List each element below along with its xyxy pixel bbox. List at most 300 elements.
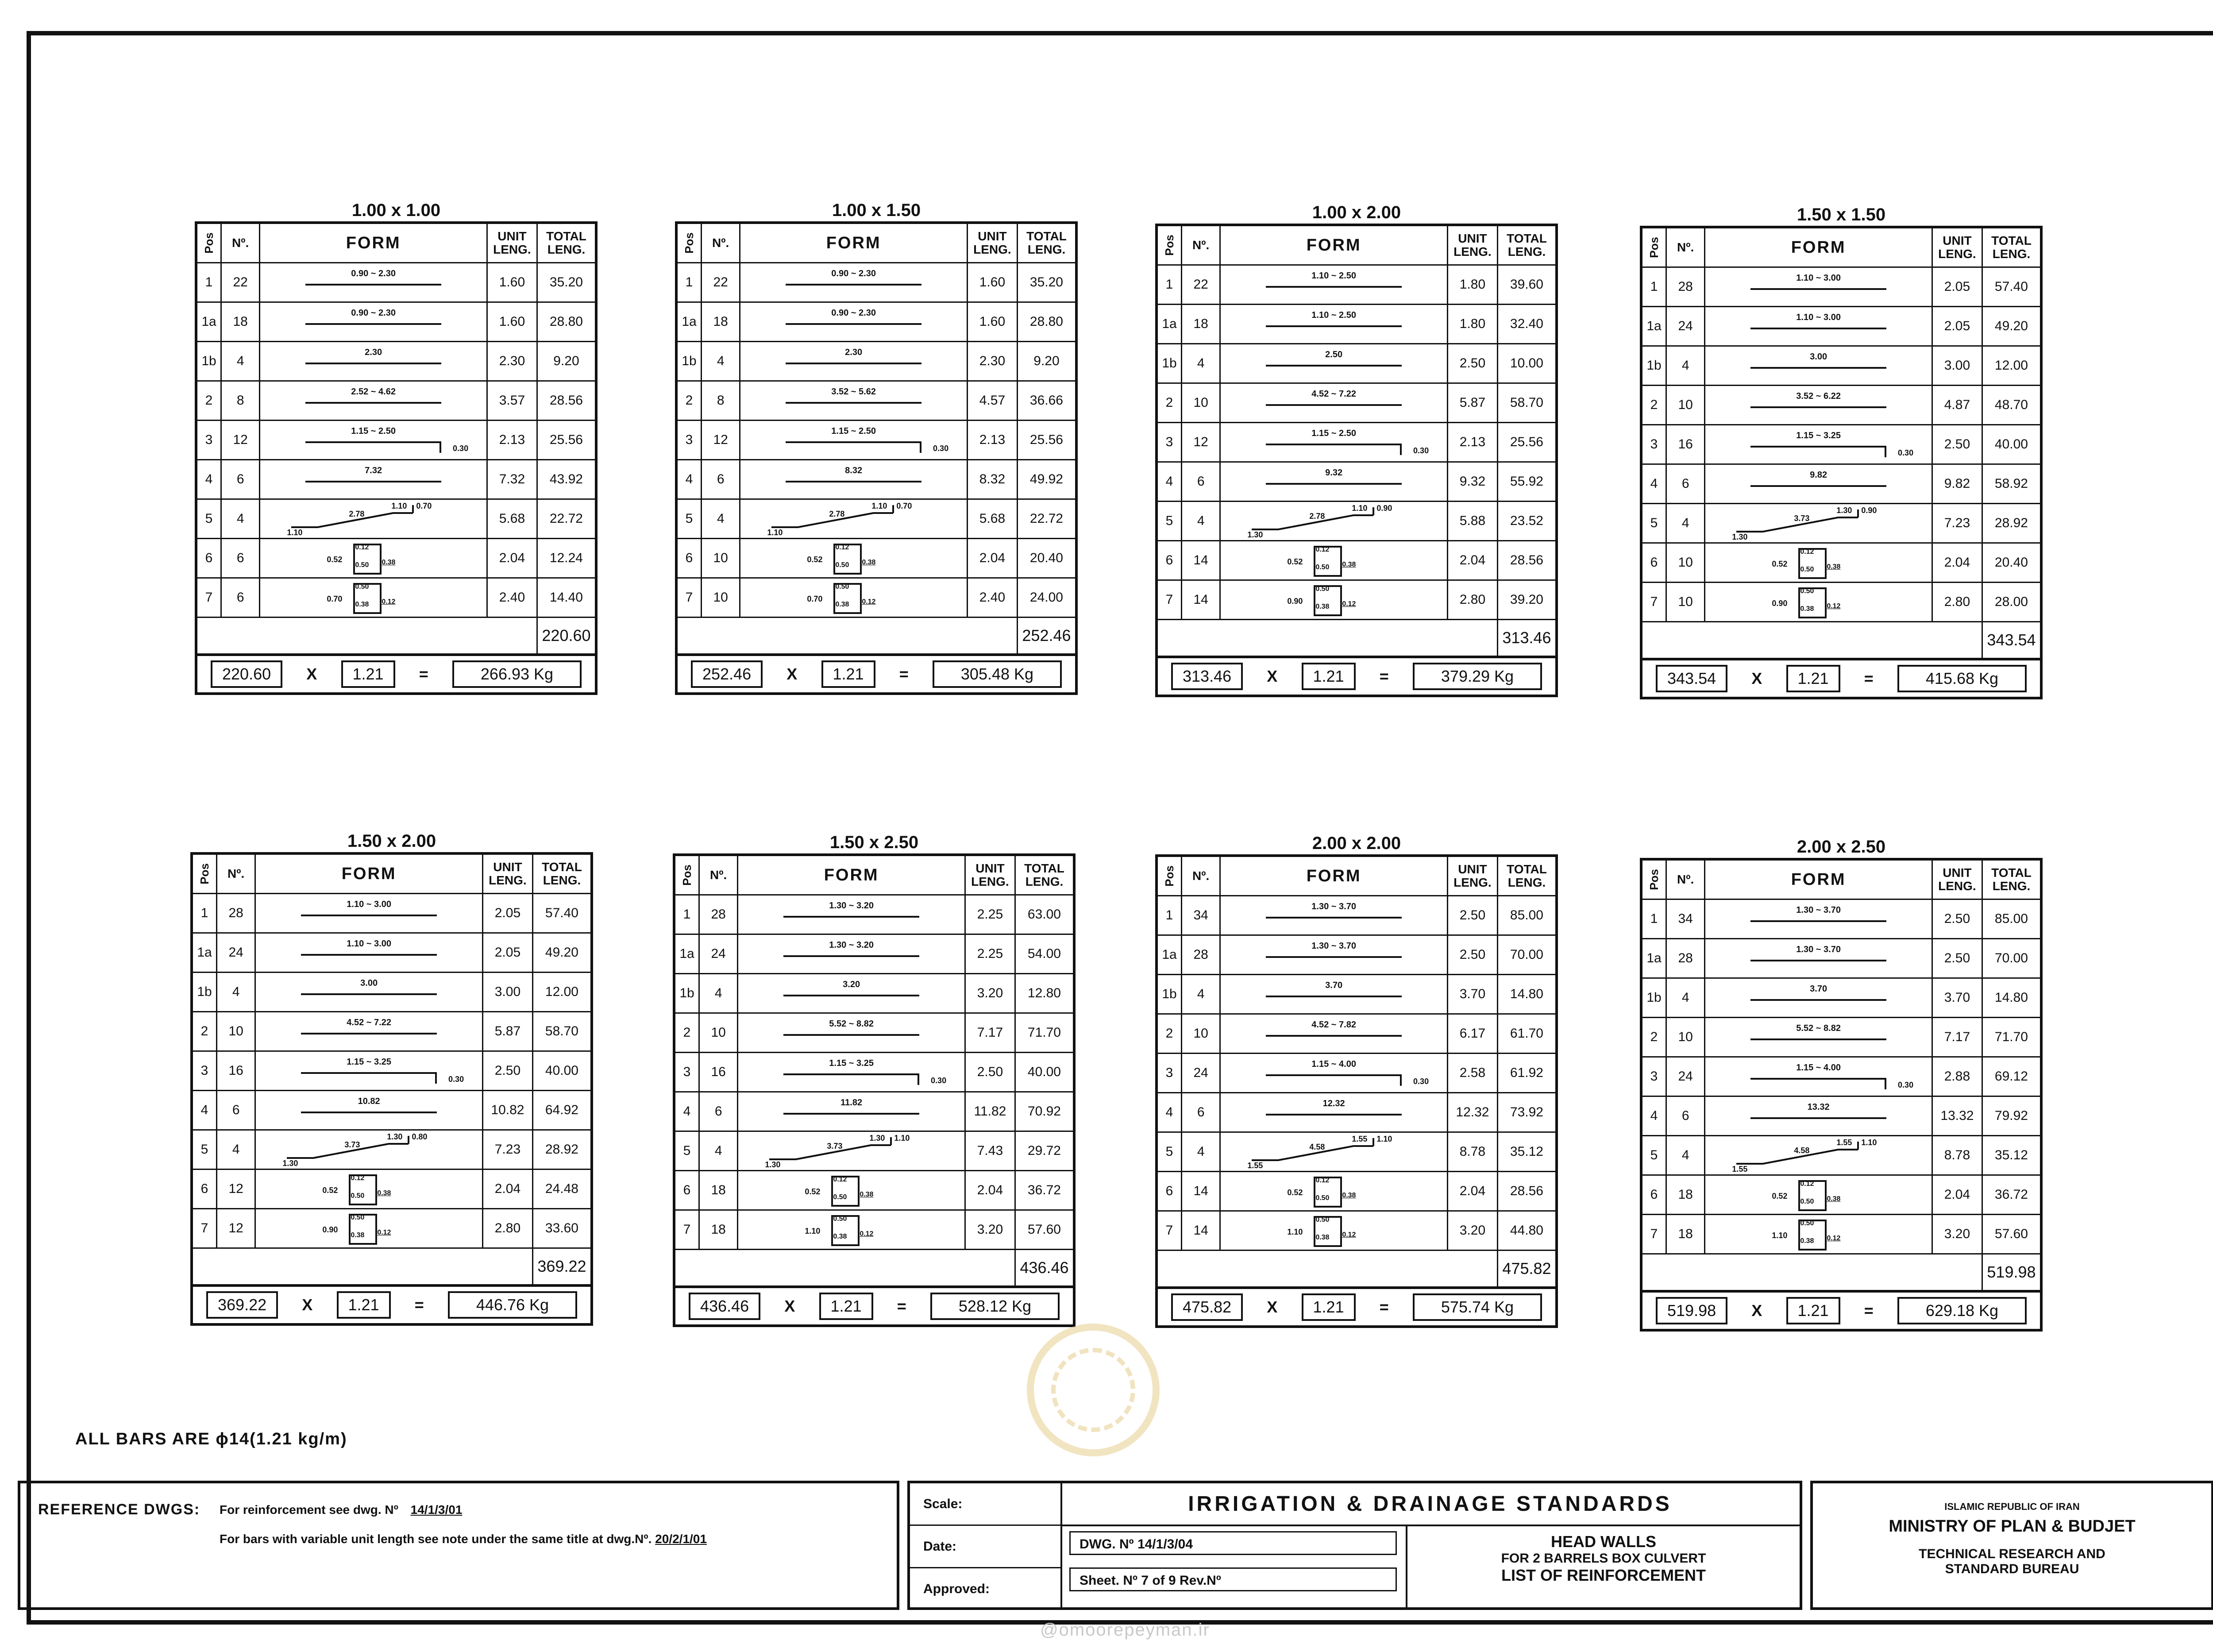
unit-length-cell: 2.04 (487, 539, 537, 578)
count-cell: 12 (1182, 423, 1220, 462)
bar-shape (1705, 425, 1932, 463)
calc-equals: = (1379, 1298, 1389, 1316)
form-cell (1220, 1014, 1448, 1054)
pos-cell: 3 (1157, 1054, 1182, 1093)
pos-cell: 2 (1641, 1018, 1666, 1057)
unit-length-cell: 7.43 (965, 1131, 1015, 1171)
form-cell (1220, 1172, 1448, 1211)
unit-length-cell: 2.05 (482, 894, 532, 933)
count-cell: 6 (702, 460, 740, 499)
total-length-cell: 61.70 (1497, 1014, 1557, 1054)
header-row (674, 855, 1074, 895)
unit-length-cell: 7.32 (487, 460, 537, 499)
total-length-cell: 14.40 (537, 578, 596, 618)
sum-row (192, 1248, 592, 1286)
form-header: FORM (1220, 856, 1448, 896)
stirrup-dim-b: 0.50 (355, 583, 369, 591)
table-row (1641, 1057, 2041, 1096)
total-length-cell: 71.70 (1982, 1018, 2041, 1057)
straight-bar (1266, 956, 1401, 958)
pos-cell: 1b (674, 974, 699, 1013)
form-cell (1220, 896, 1448, 935)
straight-bar (301, 915, 436, 916)
hook-dimension: 0.30 (448, 1075, 464, 1084)
count-cell: 18 (1666, 1175, 1705, 1215)
pos-cell: 4 (674, 1092, 699, 1131)
bent-end-dim: 0.70 (896, 502, 912, 510)
bar-hook (1400, 444, 1402, 455)
hooked-bar (786, 441, 921, 443)
unit-length-cell: 5.87 (1447, 383, 1497, 423)
sum-cell: 436.46 (1015, 1250, 1074, 1287)
pos-header (196, 223, 221, 263)
bar-shape (1221, 896, 1447, 934)
table-row (1641, 1175, 2041, 1215)
pos-cell: 1b (1641, 978, 1666, 1018)
bent-middle-dim: 4.58 (1794, 1146, 1810, 1155)
form-cell (740, 421, 968, 460)
bar-dimension: 1.15 ~ 3.25 (1796, 431, 1841, 440)
bar-shape (260, 460, 486, 498)
calc-equals: = (1864, 1301, 1874, 1320)
unit-length-cell: 13.32 (1932, 1096, 1982, 1136)
bar-shape (1221, 541, 1447, 579)
form-cell (740, 381, 968, 421)
total-length-header: TOTAL LENG. (1982, 859, 2041, 899)
bar-shape (1705, 268, 1932, 306)
pos-header-text: Pos (1647, 869, 1661, 890)
straight-bar (1266, 286, 1401, 288)
no-header: Nº. (1666, 859, 1705, 899)
count-cell: 4 (1182, 502, 1220, 541)
calc-factor: 1.21 (1302, 1293, 1356, 1321)
count-cell: 6 (699, 1092, 738, 1131)
straight-bar (783, 916, 919, 918)
total-length-cell: 28.92 (532, 1130, 592, 1170)
bent-middle-dim: 4.58 (1309, 1143, 1325, 1151)
unit-length-header: UNIT LENG. (1932, 227, 1982, 267)
total-length-cell: 35.12 (1497, 1132, 1557, 1172)
bar-shape (256, 1091, 482, 1129)
sum-row (674, 1250, 1074, 1287)
unit-length-cell: 2.05 (1932, 267, 1982, 307)
unit-length-cell: 2.25 (965, 895, 1015, 934)
bar-shape (260, 500, 486, 538)
pos-cell: 2 (196, 381, 221, 421)
straight-bar (305, 284, 441, 286)
reference-line-2 (220, 1532, 707, 1546)
stirrup-dim-a: 0.52 (327, 555, 343, 564)
table-row (676, 578, 1076, 618)
table-2 (675, 199, 1078, 695)
stirrup-dim-c: 0.38 (835, 601, 849, 608)
table-row (1157, 1093, 1557, 1132)
bar-shape (740, 382, 967, 420)
sum-cell: 369.22 (532, 1248, 592, 1286)
sum-row (196, 618, 596, 655)
pos-cell: 1 (192, 894, 217, 933)
table-7 (1155, 832, 1558, 1328)
header-row (676, 223, 1076, 263)
bent-end-dim: 1.10 (1861, 1138, 1877, 1147)
straight-bar (1266, 1114, 1401, 1115)
bar-shape (1221, 266, 1447, 304)
pos-cell: 7 (1157, 580, 1182, 620)
calc-factor: 1.21 (1786, 1297, 1840, 1324)
total-length-cell: 14.80 (1497, 975, 1557, 1014)
stirrup-dim-b: 0.50 (835, 583, 849, 591)
stirrup-dim-b: 0.50 (1800, 1220, 1814, 1227)
stirrup-dim-b: 0.50 (1800, 587, 1814, 595)
unit-length-cell: 3.70 (1447, 975, 1497, 1014)
unit-length-cell: 2.80 (482, 1209, 532, 1248)
rebar-table (1155, 224, 1558, 658)
form-cell (1705, 1057, 1932, 1096)
table-row (1641, 583, 2041, 622)
count-cell: 18 (699, 1171, 738, 1210)
form-cell (255, 1209, 483, 1248)
table-row (676, 342, 1076, 381)
table-row (1157, 580, 1557, 620)
bar-shape (1705, 900, 1932, 938)
unit-length-cell: 2.40 (487, 578, 537, 618)
unit-length-cell: 2.30 (967, 342, 1017, 381)
weight-calculation (673, 1288, 1076, 1327)
total-length-cell: 10.00 (1497, 344, 1557, 383)
pos-cell: 1a (196, 302, 221, 342)
watermark-seal (1027, 1324, 1160, 1456)
pos-cell: 6 (676, 539, 702, 578)
weight-calculation (1155, 1289, 1558, 1328)
unit-length-cell: 3.20 (965, 1210, 1015, 1250)
bent-end-dim: 1.10 (1376, 1135, 1392, 1143)
total-length-header: TOTAL LENG. (1982, 227, 2041, 267)
unit-length-cell: 1.60 (967, 302, 1017, 342)
count-cell: 6 (1182, 462, 1220, 502)
table-row (1157, 344, 1557, 383)
no-header: Nº. (1666, 227, 1705, 267)
unit-length-cell: 5.88 (1447, 502, 1497, 541)
bar-shape (738, 1053, 964, 1091)
total-length-cell: 23.52 (1497, 502, 1557, 541)
total-length-cell: 58.92 (1982, 464, 2041, 504)
unit-length-cell: 7.23 (482, 1130, 532, 1170)
bent-end-dim: 0.90 (1861, 506, 1877, 515)
table-row (1157, 502, 1557, 541)
count-cell: 18 (699, 1210, 738, 1250)
table-row (1157, 541, 1557, 580)
count-cell: 4 (1666, 1136, 1705, 1175)
description-title: HEAD WALLS (1551, 1532, 1656, 1551)
form-cell (255, 894, 483, 933)
rebar-table (190, 852, 593, 1287)
table-row (1641, 504, 2041, 543)
calc-factor: 1.21 (819, 1293, 873, 1320)
form-cell (1220, 344, 1448, 383)
weight-calculation (1155, 658, 1558, 697)
unit-length-cell: 2.50 (1932, 899, 1982, 939)
form-cell (260, 539, 487, 578)
count-cell: 18 (702, 302, 740, 342)
bent-left-dim: 1.55 (1247, 1161, 1263, 1170)
pos-cell: 1b (1641, 346, 1666, 386)
total-length-cell: 29.72 (1015, 1131, 1074, 1171)
bent-end-dim: 0.80 (412, 1132, 428, 1141)
calc-length: 519.98 (1656, 1297, 1727, 1324)
rebar-table (1155, 854, 1558, 1289)
count-cell: 24 (1666, 307, 1705, 346)
unit-length-cell: 7.23 (1932, 504, 1982, 543)
total-length-cell: 57.40 (1982, 267, 2041, 307)
unit-length-cell: 2.04 (1447, 541, 1497, 580)
count-cell: 10 (1182, 1014, 1220, 1054)
form-cell (1220, 541, 1448, 580)
stirrup-dim-d: 0.38 (860, 1191, 874, 1198)
bar-shape (1705, 1097, 1932, 1135)
stirrup-dim-d: 0.12 (1342, 1231, 1356, 1239)
pos-header-text: Pos (1647, 237, 1661, 258)
bar-shape (260, 421, 486, 459)
form-cell (1705, 1175, 1932, 1215)
unit-length-cell: 3.00 (482, 973, 532, 1012)
bar-shape (740, 579, 967, 617)
count-cell: 16 (699, 1053, 738, 1092)
stirrup-dim-a: 1.10 (805, 1227, 821, 1235)
form-cell (1220, 462, 1448, 502)
form-cell (1705, 1096, 1932, 1136)
calc-factor: 1.21 (821, 660, 875, 688)
unit-length-cell: 2.80 (1447, 580, 1497, 620)
count-cell: 6 (221, 578, 260, 618)
hook-dimension: 0.30 (1898, 448, 1914, 457)
unit-length-cell: 2.04 (967, 539, 1017, 578)
pos-cell: 1 (676, 263, 702, 302)
bureau-line-1: TECHNICAL RESEARCH AND (1919, 1547, 2105, 1561)
table-5 (190, 830, 593, 1326)
header-row (1157, 856, 1557, 896)
sum-row (676, 618, 1076, 655)
total-length-cell: 28.56 (537, 381, 596, 421)
stirrup-dim-b: 0.50 (1315, 1216, 1330, 1224)
form-cell (1705, 1136, 1932, 1175)
total-length-cell: 14.80 (1982, 978, 2041, 1018)
unit-length-cell: 3.70 (1932, 978, 1982, 1018)
sum-row (1157, 620, 1557, 657)
total-length-cell: 49.20 (532, 933, 592, 973)
stirrup-dim-d: 0.12 (1342, 600, 1356, 608)
bar-dimension: 12.32 (1322, 1099, 1345, 1108)
total-length-cell: 40.00 (532, 1051, 592, 1091)
total-length-cell: 36.66 (1017, 381, 1076, 421)
pos-cell: 6 (674, 1171, 699, 1210)
unit-length-header: UNIT LENG. (1447, 856, 1497, 896)
unit-length-cell: 1.60 (967, 263, 1017, 302)
count-cell: 18 (221, 302, 260, 342)
bar-shape (260, 303, 486, 341)
standards-box (907, 1481, 1802, 1610)
form-cell (1705, 425, 1932, 464)
total-length-cell: 48.70 (1982, 386, 2041, 425)
bar-shape (1705, 307, 1932, 345)
bar-dimension: 3.52 ~ 5.62 (831, 387, 876, 397)
total-length-cell: 12.80 (1015, 974, 1074, 1013)
pos-cell: 1 (1157, 896, 1182, 935)
count-cell: 24 (217, 933, 255, 973)
bar-shape (1221, 463, 1447, 501)
count-cell: 24 (699, 934, 738, 974)
bar-shape (1705, 1136, 1932, 1174)
sum-row (1157, 1251, 1557, 1288)
hook-dimension: 0.30 (933, 444, 949, 453)
form-cell (255, 1130, 483, 1170)
count-cell: 4 (702, 499, 740, 539)
form-cell (1220, 305, 1448, 344)
stirrup-dim-d: 0.12 (1827, 1235, 1841, 1242)
pos-cell: 5 (196, 499, 221, 539)
form-cell (1220, 580, 1448, 620)
pos-cell: 1a (1157, 935, 1182, 975)
bar-shape (1221, 936, 1447, 974)
stirrup-dim-d: 0.12 (1827, 602, 1841, 610)
pos-cell: 7 (196, 578, 221, 618)
unit-length-cell: 2.04 (1447, 1172, 1497, 1211)
table-row (1641, 543, 2041, 583)
bar-shape (256, 894, 482, 932)
weight-calculation (190, 1287, 593, 1326)
table-row (1157, 1211, 1557, 1251)
form-cell (1705, 899, 1932, 939)
stirrup-dim-b: 0.12 (351, 1174, 365, 1182)
stirrup-dim-b: 0.50 (351, 1214, 365, 1221)
pos-cell: 1a (674, 934, 699, 974)
bar-shape (740, 263, 967, 301)
stirrup-dim-a: 0.52 (1772, 560, 1788, 568)
count-cell: 4 (1666, 978, 1705, 1018)
table-row (192, 1051, 592, 1091)
form-cell (260, 421, 487, 460)
sum-cell: 343.54 (1982, 622, 2041, 660)
form-cell (738, 934, 965, 974)
stirrup-dim-c: 0.50 (1800, 566, 1814, 573)
form-cell (1705, 939, 1932, 978)
bar-shape (738, 1211, 964, 1249)
stirrup-dim-c: 0.38 (1315, 603, 1330, 610)
approval-column (910, 1483, 1062, 1607)
bar-shape (1221, 1133, 1447, 1171)
straight-bar (1750, 367, 1886, 369)
total-length-cell: 58.70 (1497, 383, 1557, 423)
calc-times: X (784, 1297, 795, 1315)
bar-dimension: 3.00 (360, 978, 378, 988)
hook-dimension: 0.30 (1413, 1077, 1429, 1086)
unit-length-cell: 2.04 (1932, 1175, 1982, 1215)
bar-dimension: 1.30 ~ 3.70 (1796, 945, 1841, 954)
pos-cell: 1b (1157, 975, 1182, 1014)
header-row (1157, 225, 1557, 265)
count-cell: 10 (1666, 583, 1705, 622)
pos-cell: 1b (192, 973, 217, 1012)
total-length-cell: 36.72 (1015, 1171, 1074, 1210)
bar-shape (260, 342, 486, 380)
bent-right-dim: 1.30 (387, 1132, 403, 1141)
unit-length-cell: 3.20 (1447, 1211, 1497, 1251)
table-row (192, 1170, 592, 1209)
form-cell (1705, 1018, 1932, 1057)
total-length-cell: 35.12 (1982, 1136, 2041, 1175)
stirrup-dim-b: 0.12 (833, 1176, 847, 1183)
form-cell (1220, 383, 1448, 423)
pos-cell: 1b (1157, 344, 1182, 383)
unit-length-cell: 3.20 (965, 974, 1015, 1013)
table-row (674, 1131, 1074, 1171)
sum-blank-cell (1641, 622, 1982, 660)
straight-bar (1750, 999, 1886, 1001)
unit-length-cell: 2.40 (967, 578, 1017, 618)
total-length-cell: 12.00 (1982, 346, 2041, 386)
stirrup-dim-a: 0.52 (1287, 1188, 1303, 1197)
bar-shape (738, 895, 964, 934)
count-cell: 6 (217, 1091, 255, 1130)
count-cell: 24 (1666, 1057, 1705, 1096)
count-cell: 8 (221, 381, 260, 421)
unit-length-cell: 10.82 (482, 1091, 532, 1130)
calc-length: 343.54 (1656, 665, 1727, 692)
bar-shape (738, 1092, 964, 1131)
count-cell: 10 (1666, 1018, 1705, 1057)
bar-hook (440, 441, 441, 453)
bent-middle-dim: 2.78 (1309, 512, 1325, 521)
bar-dimension: 4.52 ~ 7.22 (347, 1018, 391, 1027)
pos-cell: 3 (1641, 1057, 1666, 1096)
form-cell (255, 933, 483, 973)
form-cell (260, 263, 487, 302)
table-row (674, 895, 1074, 934)
bent-left-dim: 1.30 (1732, 533, 1748, 541)
unit-length-cell: 5.68 (967, 499, 1017, 539)
bent-left-dim: 1.55 (1732, 1165, 1748, 1173)
bar-shape (1221, 1212, 1447, 1250)
bent-left-dim: 1.10 (287, 528, 303, 537)
stirrup-dim-c: 0.38 (1800, 1237, 1814, 1245)
total-length-cell: 70.92 (1015, 1092, 1074, 1131)
form-cell (738, 974, 965, 1013)
bar-dimension: 3.70 (1810, 984, 1827, 994)
unit-length-cell: 3.20 (1932, 1215, 1982, 1254)
total-length-cell: 33.60 (532, 1209, 592, 1248)
unit-length-cell: 12.32 (1447, 1093, 1497, 1132)
total-length-cell: 79.92 (1982, 1096, 2041, 1136)
straight-bar (786, 363, 921, 364)
pos-cell: 4 (676, 460, 702, 499)
total-length-cell: 9.20 (1017, 342, 1076, 381)
stirrup-dim-d: 0.38 (1827, 1195, 1841, 1203)
reference-box (18, 1481, 899, 1610)
drawing-description (1406, 1525, 1800, 1607)
bar-shape (1705, 1215, 1932, 1253)
stirrup-dim-b: 0.12 (355, 544, 369, 551)
table-row (676, 302, 1076, 342)
count-cell: 10 (699, 1013, 738, 1053)
bent-left-dim: 1.30 (1247, 530, 1263, 539)
bar-shape (740, 500, 967, 538)
bent-right-dim: 1.55 (1836, 1138, 1852, 1147)
rebar-table (1640, 858, 2043, 1293)
no-header: Nº. (699, 855, 738, 895)
bar-shape (1221, 1093, 1447, 1131)
bar-dimension: 2.30 (845, 347, 863, 357)
bar-dimension: 4.52 ~ 7.82 (1311, 1020, 1356, 1030)
form-cell (260, 460, 487, 499)
